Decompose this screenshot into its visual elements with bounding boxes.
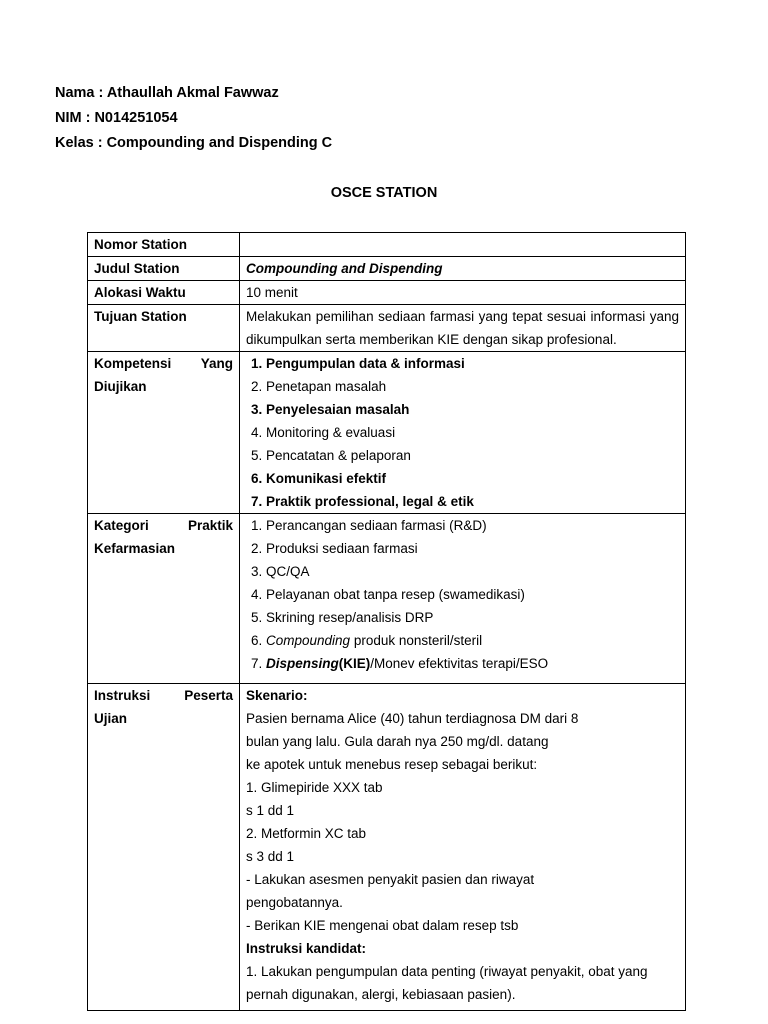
table-row — [88, 684, 686, 1011]
nomor-station-label: Nomor Station — [88, 233, 240, 257]
kandidat-text: 1. Lakukan pengumpulan data penting (riwayat penyakit, obat yang pernah digunakan, alergi, kebiasaan pasien). — [246, 964, 648, 1002]
judul-station-label: Judul Station — [88, 257, 240, 281]
skenario-line: bulan yang lalu. Gula darah nya 250 mg/dl. datang — [246, 734, 549, 749]
tujuan-station-value: Melakukan pemilihan sediaan farmasi yang tepat sesuai informasi yang dikumpulkan serta memberikan KIE dengan sikap profesional. — [240, 305, 686, 352]
table-row — [88, 305, 686, 352]
table-row — [88, 514, 686, 684]
table-row — [88, 257, 686, 281]
list-item: 4. Monitoring & evaluasi — [266, 421, 679, 444]
alokasi-waktu-value: 10 menit — [240, 281, 686, 305]
instruksi-label-line2: Ujian — [94, 711, 128, 726]
list-item: 3. QC/QA — [266, 560, 679, 583]
alokasi-waktu-label: Alokasi Waktu — [88, 281, 240, 305]
kompetensi-label-line2: Diujikan — [94, 379, 147, 394]
list-item: 6. Komunikasi efektif — [266, 467, 679, 490]
instruksi-label — [88, 684, 240, 1011]
list-item: 5. Pencatatan & pelaporan — [266, 444, 679, 467]
skenario-line: 2. Metformin XC tab — [246, 826, 367, 841]
kompetensi-label — [88, 352, 240, 514]
student-nim: NIM : N014251054 — [55, 110, 178, 126]
tujuan-station-label: Tujuan Station — [88, 305, 240, 352]
kompetensi-list-cell — [240, 352, 686, 514]
item-text: produk nonsteril/steril — [350, 633, 483, 648]
skenario-line: pengobatannya. — [246, 895, 343, 910]
skenario-line: Pasien bernama Alice (40) tahun terdiagnosa DM dari 8 — [246, 711, 579, 726]
skenario-line: - Berikan KIE mengenai obat dalam resep tsb — [246, 918, 519, 933]
list-item: 1. Pengumpulan data & informasi — [266, 352, 679, 375]
osce-station-table — [87, 232, 686, 1011]
list-item — [266, 652, 679, 675]
skenario-heading: Skenario: — [246, 688, 308, 703]
skenario-line: s 1 dd 1 — [246, 803, 295, 818]
skenario-line: 1. Glimepiride XXX tab — [246, 780, 383, 795]
list-item: 3. Penyelesaian masalah — [266, 398, 679, 421]
kategori-label — [88, 514, 240, 684]
skenario-line: s 3 dd 1 — [246, 849, 295, 864]
skenario-line: ke apotek untuk menebus resep sebagai berikut: — [246, 757, 538, 772]
instruksi-label-line1: Instruksi Peserta — [94, 688, 233, 703]
compounding-term: Compounding — [266, 633, 351, 648]
list-item — [266, 629, 679, 652]
judul-station-value: Compounding and Dispending — [240, 257, 686, 281]
nomor-station-value — [240, 233, 686, 257]
student-class: Kelas : Compounding and Dispending C — [55, 135, 333, 151]
skenario-line: - Lakukan asesmen penyakit pasien dan riwayat — [246, 872, 535, 887]
table-row — [88, 352, 686, 514]
kategori-label-line1: Kategori Praktik — [94, 518, 233, 533]
kandidat-heading: Instruksi kandidat: — [246, 941, 367, 956]
list-item: 7. Praktik professional, legal & etik — [266, 490, 679, 513]
kategori-list — [246, 514, 679, 675]
kompetensi-list — [246, 352, 679, 513]
document-title: OSCE STATION — [330, 185, 438, 201]
dispensing-term: Dispensing — [266, 656, 339, 671]
kategori-label-line2: Kefarmasian — [94, 541, 176, 556]
list-item: 4. Pelayanan obat tanpa resep (swamedikasi) — [266, 583, 679, 606]
instruksi-content — [240, 684, 686, 1011]
student-name: Nama : Athaullah Akmal Fawwaz — [55, 85, 279, 101]
item-text: /Monev efektivitas terapi/ESO — [370, 656, 549, 671]
kie-term: (KIE) — [338, 656, 371, 671]
kategori-list-cell — [240, 514, 686, 684]
list-item: 1. Perancangan sediaan farmasi (R&D) — [266, 514, 679, 537]
kompetensi-label-line1: Kompetensi Yang — [94, 356, 233, 371]
list-item: 2. Penetapan masalah — [266, 375, 679, 398]
table-row — [88, 281, 686, 305]
list-item: 2. Produksi sediaan farmasi — [266, 537, 679, 560]
list-item: 5. Skrining resep/analisis DRP — [266, 606, 679, 629]
table-row — [88, 233, 686, 257]
